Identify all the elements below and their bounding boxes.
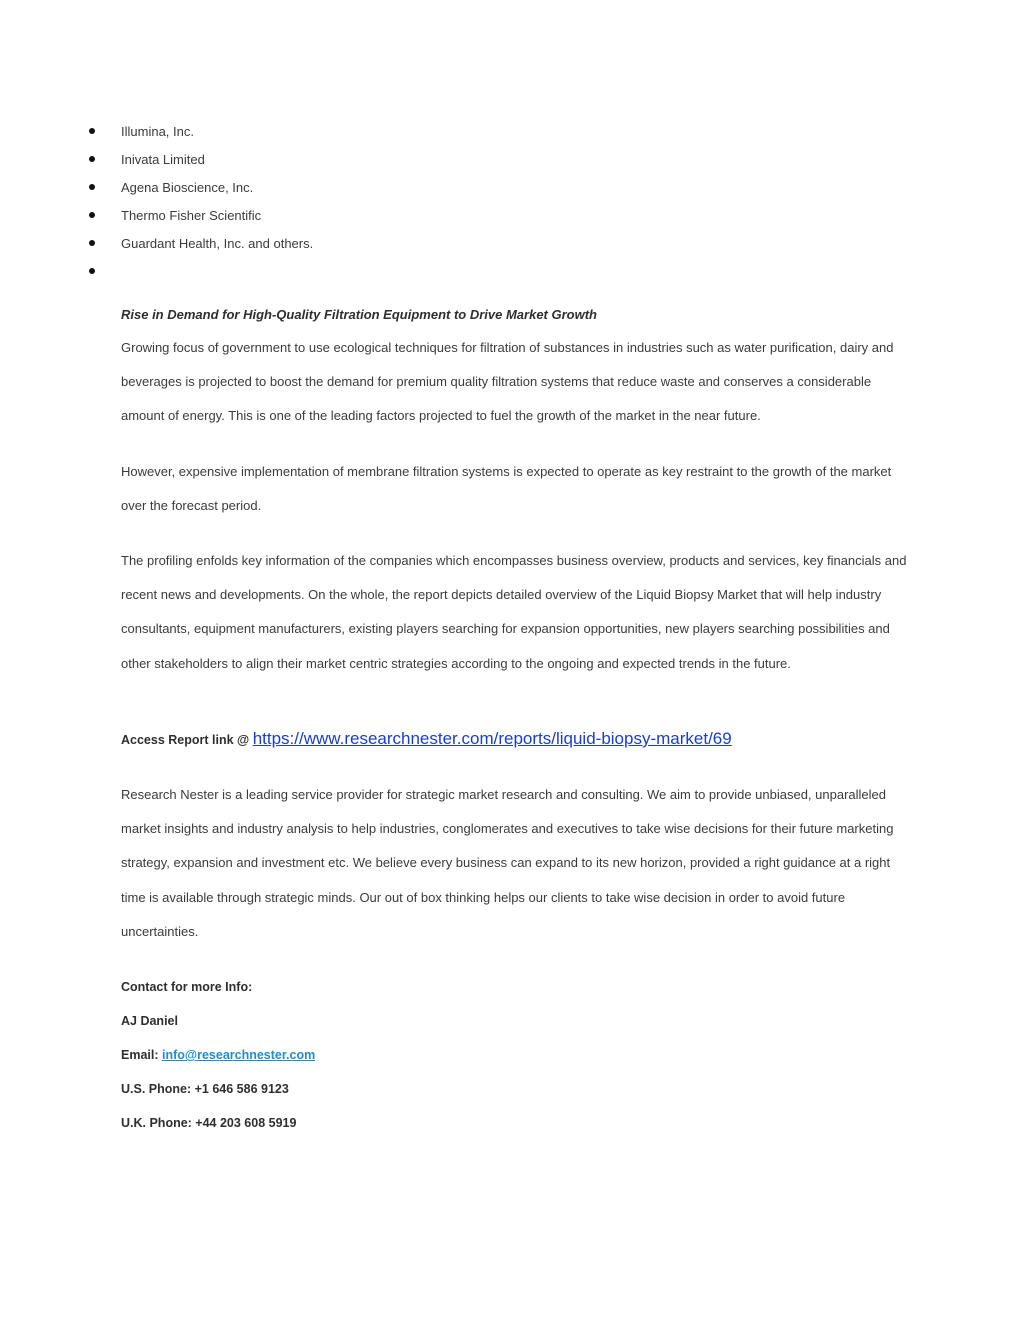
contact-name: AJ Daniel: [121, 1014, 178, 1028]
paragraph-profiling: The profiling enfolds key information of the companies which encompasses business overview, products and services, key financials and recent news and developments. On the whole, the report depicts detailed overview of the Liquid Biopsy Market that will help industry consultants, equipment manufacturers, existing players searching for expansion opportunities, new players searching possibilities and other stakeholders to align their market centric strategies according to the ongoing and expected trends in the future.: [121, 553, 907, 671]
paragraph-about: Research Nester is a leading service provider for strategic market research and consulting. We aim to provide unbiased, unparalleled market insights and industry analysis to help industries, conglomerates and executives to take wise decisions for their future marketing strategy, expansion and investment etc. We believe every business can expand to its new horizon, provided a right guidance at a right time is available through strategic minds. Our out of box thinking helps our clients to take wise decision in order to avoid future uncertainties.: [121, 787, 894, 939]
access-report: [121, 726, 911, 753]
contact-uk-phone: U.K. Phone: +44 203 608 5919: [121, 1116, 297, 1130]
company-name: Guardant Health, Inc. and others.: [121, 236, 314, 251]
email-label: Email:: [121, 1048, 162, 1062]
company-name: Illumina, Inc.: [121, 124, 194, 139]
bullet-icon: [89, 212, 95, 218]
bullet-icon: [89, 156, 95, 162]
bullet-icon: [89, 268, 95, 274]
paragraph-growth: Growing focus of government to use ecological techniques for filtration of substances in industries such as water purification, dairy and beverages is projected to boost the demand for premium quality filtration systems that reduce waste and conserves a considerable amount of energy. This is one of the leading factors projected to fuel the growth of the market in the near future.: [121, 340, 894, 424]
access-report-label: Access Report link @: [121, 733, 253, 747]
report-link[interactable]: https://www.researchnester.com/reports/liquid-biopsy-market/69: [252, 729, 732, 748]
bullet-icon: [89, 240, 95, 246]
bullet-icon: [89, 128, 95, 134]
company-name: Agena Bioscience, Inc.: [121, 180, 254, 195]
contact-us-phone: U.S. Phone: +1 646 586 9123: [121, 1082, 289, 1096]
contact-heading: Contact for more Info:: [121, 980, 253, 994]
email-link[interactable]: info@researchnester.com: [162, 1048, 316, 1062]
company-name: Inivata Limited: [121, 152, 205, 167]
contact-email: [121, 1044, 911, 1066]
company-name: Thermo Fisher Scientific: [121, 208, 262, 223]
bullet-icon: [89, 184, 95, 190]
section-heading: Rise in Demand for High-Quality Filtration Equipment to Drive Market Growth: [121, 307, 597, 322]
paragraph-restraint: However, expensive implementation of membrane filtration systems is expected to operate as key restraint to the growth of the market over the forecast period.: [121, 464, 892, 514]
